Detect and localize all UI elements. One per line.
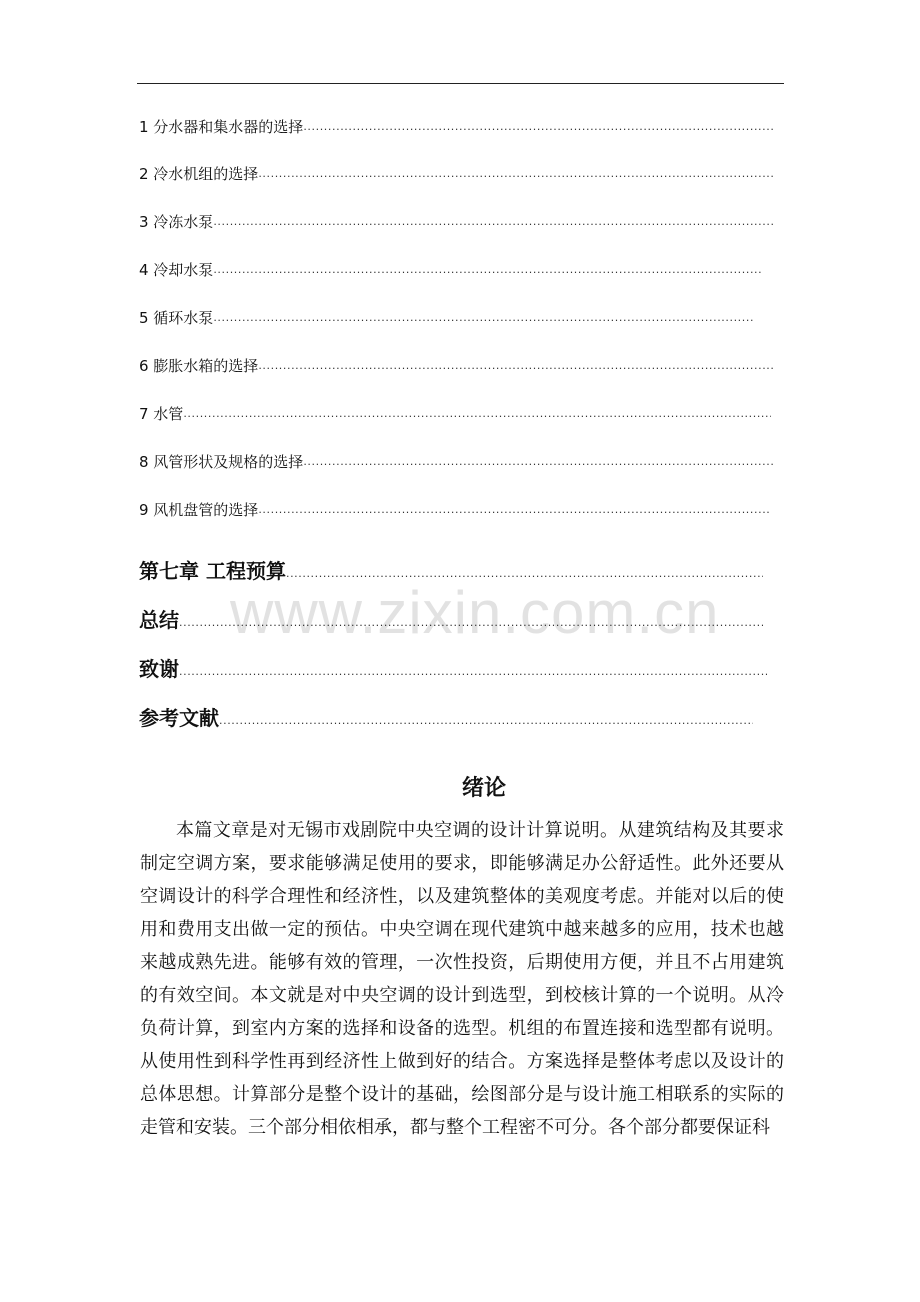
toc-leader-dots <box>258 503 771 517</box>
toc-leader-dots <box>219 714 753 728</box>
toc-item[interactable] <box>139 304 753 328</box>
toc-chapter[interactable] <box>139 554 763 584</box>
toc-item[interactable] <box>139 208 775 232</box>
toc-chapter[interactable] <box>139 603 763 633</box>
watermark: www.zixin.com.cn <box>230 579 720 646</box>
toc-leader-dots <box>183 407 771 421</box>
toc-item[interactable] <box>139 496 771 520</box>
toc-item-label: 2 冷水机组的选择 <box>139 165 259 183</box>
toc-leader-dots <box>303 120 775 134</box>
toc-leader-dots <box>258 359 775 373</box>
section-title: 绪论 <box>461 776 506 801</box>
toc-leader-dots <box>213 311 753 325</box>
toc-chapter-label: 参考文献 <box>139 706 219 730</box>
toc-item-label: 7 水管 <box>139 405 184 423</box>
toc-item-label: 4 冷却水泵 <box>139 261 214 279</box>
toc-item[interactable] <box>139 352 775 376</box>
toc-chapter-label: 总结 <box>139 608 179 632</box>
toc-leader-dots <box>258 167 775 181</box>
toc-item[interactable] <box>139 113 775 137</box>
toc-item-label: 6 膨胀水箱的选择 <box>139 357 259 375</box>
toc-item-label: 5 循环水泵 <box>139 309 214 327</box>
toc-chapter[interactable] <box>139 701 753 731</box>
toc-item[interactable] <box>139 160 775 184</box>
toc-leader-dots <box>179 665 767 679</box>
toc-item-label: 9 风机盘管的选择 <box>139 501 259 519</box>
toc-leader-dots <box>213 263 763 277</box>
header-rule <box>137 83 784 84</box>
toc-leader-dots <box>286 567 763 581</box>
toc-item-label: 1 分水器和集水器的选择 <box>139 118 304 136</box>
toc-leader-dots <box>303 455 775 469</box>
toc-chapter-label: 致谢 <box>139 657 179 681</box>
toc-item[interactable] <box>139 400 771 424</box>
toc-item-label: 3 冷冻水泵 <box>139 213 214 231</box>
toc-item[interactable] <box>139 256 763 280</box>
toc-leader-dots <box>213 215 775 229</box>
body-paragraph-block <box>140 814 784 1144</box>
body-paragraph: 本篇文章是对无锡市戏剧院中央空调的设计计算说明。从建筑结构及其要求制定空调方案，要求能够满足使用的要求，即能够满足办公舒适性。此外还要从空调设计的科学合理性和经济性，以及建筑整体的美观度考虑。并能对以后的使用和费用支出做一定的预估。中央空调在现代建筑中越来越多的应用，技术也越来越成熟先进。能够有效的管理，一次性投资，后期使用方便，并且不占用建筑的有效空间。本文就是对中央空调的设计到选型，到校核计算的一个说明。从冷负荷计算，到室内方案的选择和设备的选型。机组的布置连接和选型都有说明。从使用性到科学性再到经济性上做到好的结合。方案选择是整体考虑以及设计的总体思想。计算部分是整个设计的基础，绘图部分是与设计施工相联系的实际的走管和安装。三个部分相依相承，都与整个工程密不可分。各个部分都要保证科 <box>140 820 784 1138</box>
toc-item[interactable] <box>139 448 775 472</box>
toc-chapter-label: 第七章 工程预算 <box>139 559 286 583</box>
toc-chapter[interactable] <box>139 652 767 682</box>
toc-item-label: 8 风管形状及规格的选择 <box>139 453 304 471</box>
toc-leader-dots <box>179 616 763 630</box>
